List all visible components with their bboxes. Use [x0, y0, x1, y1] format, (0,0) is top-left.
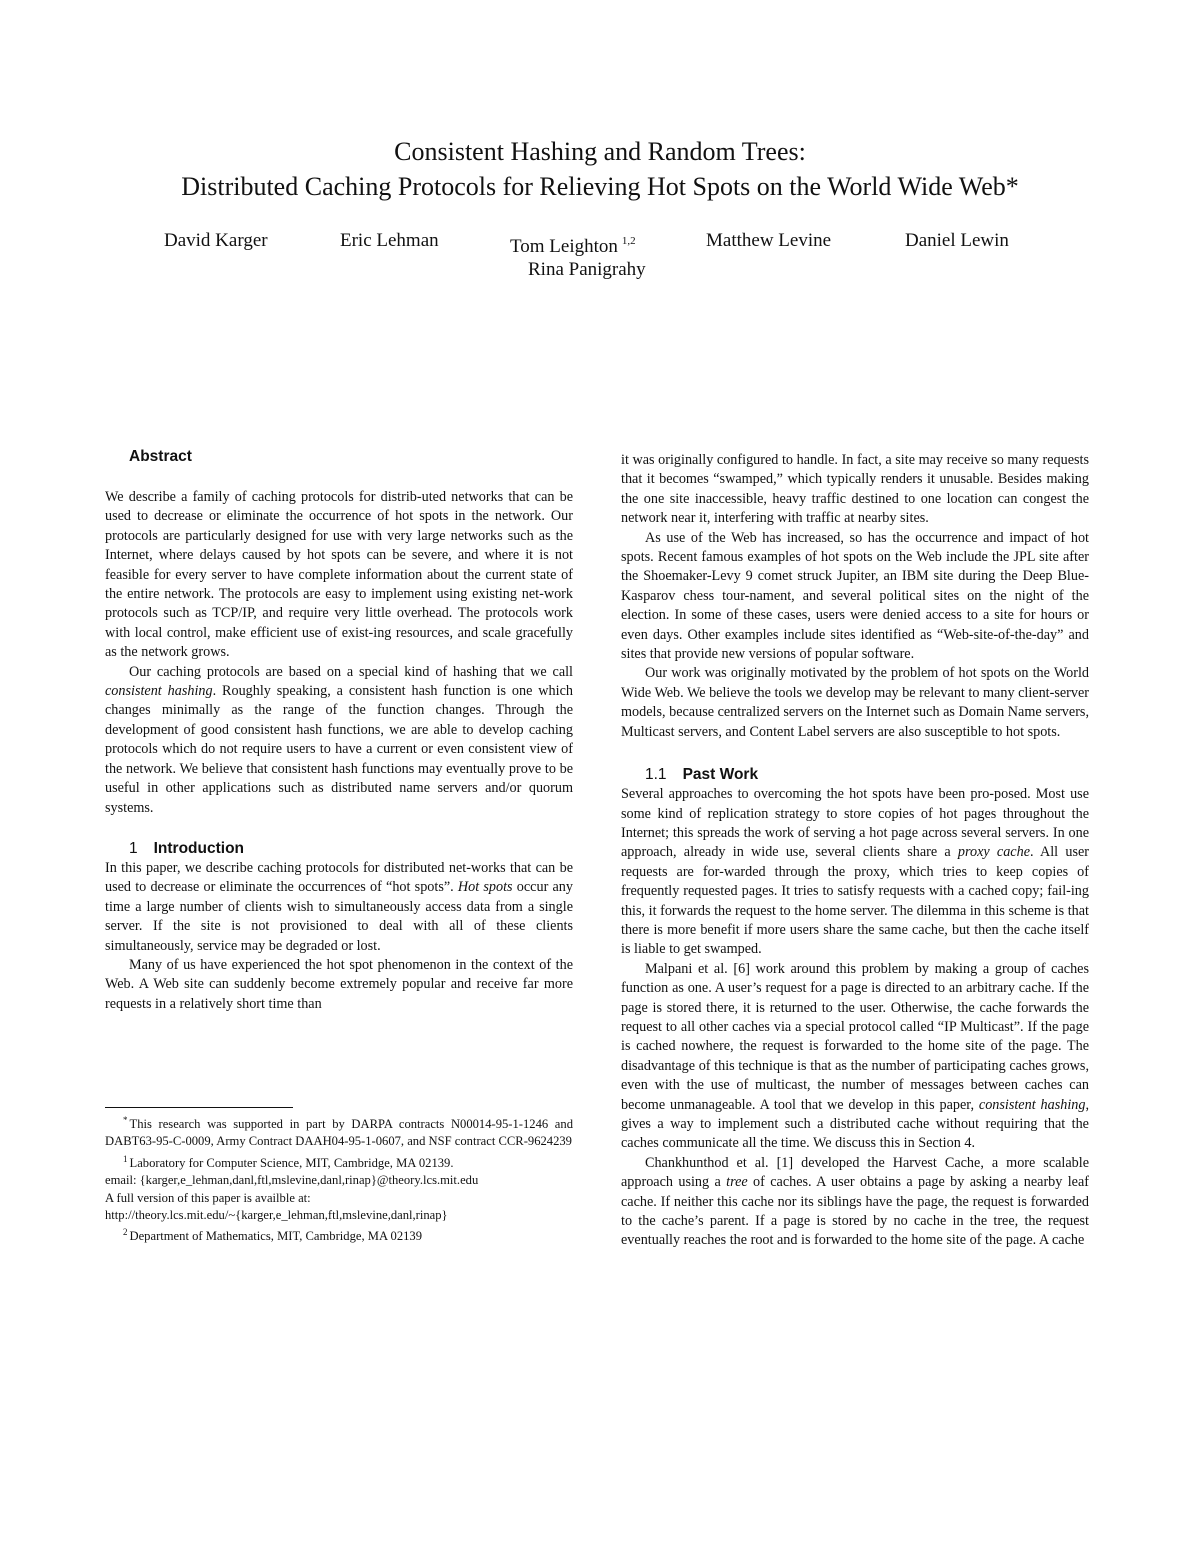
- author-panigrahy: [528, 258, 646, 282]
- section-title: Past Work: [682, 766, 759, 784]
- section-title: Introduction: [153, 839, 245, 857]
- author-levine: [706, 229, 831, 253]
- author-name: Daniel Lewin: [905, 230, 1009, 251]
- abstract-paragraph-2: Our caching protocols are based on a special kind of hashing that we call consistent hashing. Roughly speaking, a consistent hash function is one which changes minimally as the range of the function changes. Through the development of good consistent hash functions, we are able to develop caching protocols which do not require users to have a current or even consistent view of the network. We believe that consistent hash functions may eventually prove to be useful in other applications such as distributed name servers and/or quorum systems.: [105, 663, 573, 816]
- abstract-heading: Abstract: [129, 448, 192, 465]
- intro-paragraph-2: Many of us have experienced the hot spot phenomenon in the context of the Web. A Web site can suddenly become extremely popular and receive far more requests in a relatively short time than: [105, 956, 573, 1012]
- author-name: Matthew Levine: [706, 230, 832, 251]
- footnote-url[interactable]: http://theory.lcs.mit.edu/~{karger,e_lehman,ftl,mslevine,danl,rinap}: [105, 1208, 448, 1223]
- author-name: Rina Panigrahy: [528, 259, 646, 280]
- author-name: David Karger: [164, 230, 268, 251]
- footnote-affiliation-1: $^1$ Laboratory for Computer Science, MIT, Cambridge, MA 02139.: [123, 1153, 454, 1170]
- emphasis-term: consistent hashing: [105, 683, 213, 700]
- past-work-paragraph-1: Several approaches to overcoming the hot spots have been pro-posed. Most use some kind of replication strategy to store copies of hot pages throughout the Internet; this spreads the work of serving a hot page across several servers. In one approach, already in wide use, several clients share a proxy cache. All user requests are for-warded through the proxy, which tries to keep copies of frequently requested pages. It tries to satisfy requests with a cached copy; fail-ing this, it forwards the request to the home server. The dilemma in this scheme is that there is more benefit if more users share the same cache, but then the cache itself is liable to get swamped.: [621, 786, 1089, 958]
- paper-title-line-2: Distributed Caching Protocols for Relieving Hot Spots on the World Wide Web*: [181, 172, 1019, 201]
- emphasis-term: proxy cache: [957, 844, 1030, 861]
- footnote-full-version: A full version of this paper is availble at:: [105, 1190, 311, 1205]
- author-lehman: [340, 229, 439, 253]
- author-leighton: [510, 229, 636, 259]
- section-heading-introduction: [105, 839, 573, 859]
- section-heading-past-work: [621, 765, 1089, 785]
- section-number: 1: [129, 839, 138, 857]
- emphasis-term: Hot spots: [457, 879, 513, 896]
- left-column: [105, 447, 573, 1014]
- author-karger: [164, 229, 268, 253]
- past-work-paragraph-2: Malpani et al. [6] work around this problem by making a group of caches function as one. A user’s request for a page is directed to an arbitrary cache. If the page is stored there, it is returned to the user. Otherwise, the cache forwards the request to all other caches via a special protocol called “IP Multicast”. If the page is cached nowhere, the request is forwarded to the home site of the page. The disadvantage of this technique is that as the number of participating caches grows, even with the use of multicast, the number of messages between caches can become unmanageable. A tool that we develop in this paper, consistent hashing, gives a way to implement such a distributed cache without requiring that the caches communicate all the time. We discuss this in Section 4.: [621, 960, 1089, 1152]
- footnotes: [105, 1107, 573, 1246]
- right-paragraph-3: Our work was originally motivated by the problem of hot spots on the World Wide Web. We believe the tools we develop may be relevant to many client-server models, because centralized servers on the Internet such as Domain Name servers, Multicast servers, and Content Label servers are also susceptible to hot spots.: [621, 665, 1089, 740]
- emphasis-term: consistent hashing: [978, 1096, 1086, 1113]
- footnote-email: email: {karger,e_lehman,danl,ftl,mslevine,danl,rinap}@theory.lcs.mit.edu: [105, 1173, 479, 1188]
- intro-paragraph-1: In this paper, we describe caching protocols for distributed net-works that can be used to decrease or eliminate the occurrences of “hot spots”. Hot spots occur any time a large number of clients wish to simultaneously access data from a single server. If the site is not provisioned to deal with all of these clients simultaneously, service may be degraded or lost.: [105, 859, 573, 954]
- paper-title-line-1: Consistent Hashing and Random Trees:: [394, 137, 806, 166]
- author-name: Eric Lehman: [340, 230, 439, 251]
- section-number: 1.1: [645, 766, 667, 784]
- right-paragraph-2: As use of the Web has increased, so has the occurrence and impact of hot spots. Recent famous examples of hot spots on the Web include the JPL site after the Shoemaker-Levy 9 comet struck Jupiter, an IBM site during the Deep Blue-Kasparov chess tour-nament, and several political sites on the night of the election. In some of these cases, users were denied access to a site for hours or even days. Other examples include sites identified as “Web-site-of-the-day” and sites that provide new versions of popular software.: [621, 529, 1089, 663]
- abstract-paragraph-1: We describe a family of caching protocols for distrib-uted networks that can be used to decrease or eliminate the occurrence of hot spots in the network. Our protocols are particularly designed for use with very large networks such as the Internet, where delays caused by hot spots can be severe, and where it is not feasible for every server to have complete information about the current state of the entire network. The protocols are easy to implement using existing net-work protocols such as TCP/IP, and require very little overhead. The protocols work with local control, make efficient use of exist-ing resources, and scale gracefully as the network grows.: [105, 489, 573, 661]
- footnote-affiliation-2: $^2$ Department of Mathematics, MIT, Cambridge, MA 02139: [123, 1227, 423, 1244]
- footnote-rule: [105, 1107, 293, 1108]
- footnote-funding: * This research was supported in part by DARPA contracts N00014-95-1-1246 and DABT63-95-C-0009, Army Contract DAAH04-95-1-0607, and NSF contract CCR-9624239: [105, 1115, 573, 1149]
- emphasis-term: tree: [726, 1174, 748, 1191]
- right-paragraph-1: it was originally configured to handle. In fact, a site may receive so many requests that it becomes “swamped,” which typically renders it unusable. Besides making the one site inaccessible, heavy traffic destined to one location can congest the network near it, interfering with traffic at nearby sites.: [621, 452, 1089, 527]
- past-work-paragraph-3: Chankhunthod et al. [1] developed the Harvest Cache, a more scalable approach using a tree of caches. A user obtains a page by asking a nearby leaf cache. If neither this cache nor its siblings have the page, the request is forwarded to the cache’s parent. If a page is stored by no cache in the tree, the request eventually reaches the root and is forwarded to the home site of the page. A cache: [621, 1154, 1089, 1249]
- author-lewin: [905, 229, 1009, 253]
- author-name: Tom Leighton: [510, 236, 618, 257]
- right-column: [621, 451, 1089, 1251]
- author-affiliation-mark: 1,2: [621, 235, 636, 247]
